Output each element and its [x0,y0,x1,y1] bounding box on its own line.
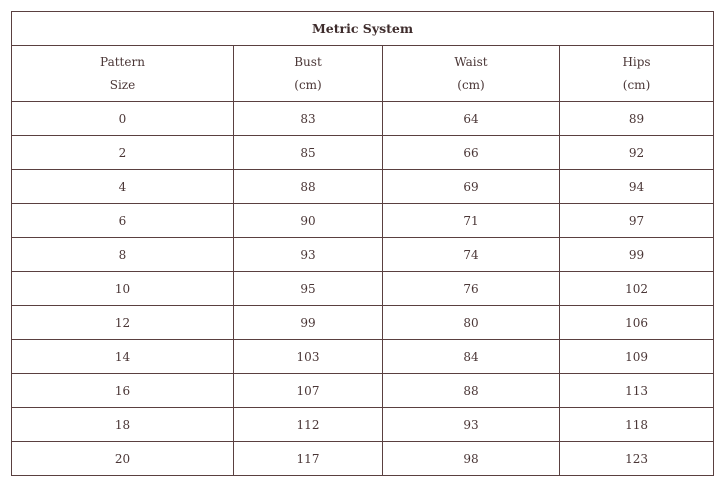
column-header-bust [234,46,383,102]
table-row [12,306,714,340]
cell-bust: 112 [234,408,383,442]
column-header-line: Pattern [100,54,145,69]
cell-waist: 98 [383,442,560,476]
cell-bust: 85 [234,136,383,170]
cell-waist: 93 [383,408,560,442]
cell-hips: 106 [560,306,714,340]
cell-hips: 113 [560,374,714,408]
table-row [12,102,714,136]
cell-waist: 66 [383,136,560,170]
cell-hips: 102 [560,272,714,306]
cell-waist: 76 [383,272,560,306]
cell-pattern-size: 20 [12,442,234,476]
table-header [12,12,714,102]
column-header-waist [383,46,560,102]
cell-hips: 109 [560,340,714,374]
table-row [12,238,714,272]
column-header-line: Bust [294,54,322,69]
cell-waist: 74 [383,238,560,272]
table-row [12,374,714,408]
cell-waist: 71 [383,204,560,238]
size-chart-table [11,11,714,476]
cell-waist: 88 [383,374,560,408]
cell-pattern-size: 0 [12,102,234,136]
cell-hips: 123 [560,442,714,476]
cell-hips: 94 [560,170,714,204]
cell-bust: 83 [234,102,383,136]
table-row [12,272,714,306]
cell-hips: 99 [560,238,714,272]
table-title: Metric System [12,12,714,46]
table-row [12,204,714,238]
column-header-line: Hips [622,54,651,69]
column-header-line: (cm) [622,77,651,92]
table-row [12,408,714,442]
table-row [12,170,714,204]
cell-bust: 88 [234,170,383,204]
cell-hips: 97 [560,204,714,238]
cell-hips: 92 [560,136,714,170]
table-body [12,102,714,476]
cell-pattern-size: 12 [12,306,234,340]
cell-bust: 93 [234,238,383,272]
column-header-line: (cm) [294,77,322,92]
cell-bust: 103 [234,340,383,374]
column-header-row [12,46,714,102]
cell-bust: 95 [234,272,383,306]
column-header-pattern-size [12,46,234,102]
cell-waist: 80 [383,306,560,340]
cell-pattern-size: 14 [12,340,234,374]
cell-bust: 117 [234,442,383,476]
table-row [12,136,714,170]
column-header-hips [560,46,714,102]
cell-pattern-size: 8 [12,238,234,272]
cell-pattern-size: 4 [12,170,234,204]
cell-pattern-size: 10 [12,272,234,306]
cell-pattern-size: 6 [12,204,234,238]
cell-waist: 64 [383,102,560,136]
cell-waist: 84 [383,340,560,374]
cell-hips: 89 [560,102,714,136]
cell-pattern-size: 16 [12,374,234,408]
cell-waist: 69 [383,170,560,204]
cell-pattern-size: 18 [12,408,234,442]
table-row [12,340,714,374]
cell-hips: 118 [560,408,714,442]
cell-bust: 99 [234,306,383,340]
column-header-line: (cm) [457,77,485,92]
column-header-line: Waist [454,54,488,69]
column-header-line: Size [109,77,136,92]
cell-bust: 107 [234,374,383,408]
cell-bust: 90 [234,204,383,238]
table-row [12,442,714,476]
cell-pattern-size: 2 [12,136,234,170]
title-row [12,12,714,46]
